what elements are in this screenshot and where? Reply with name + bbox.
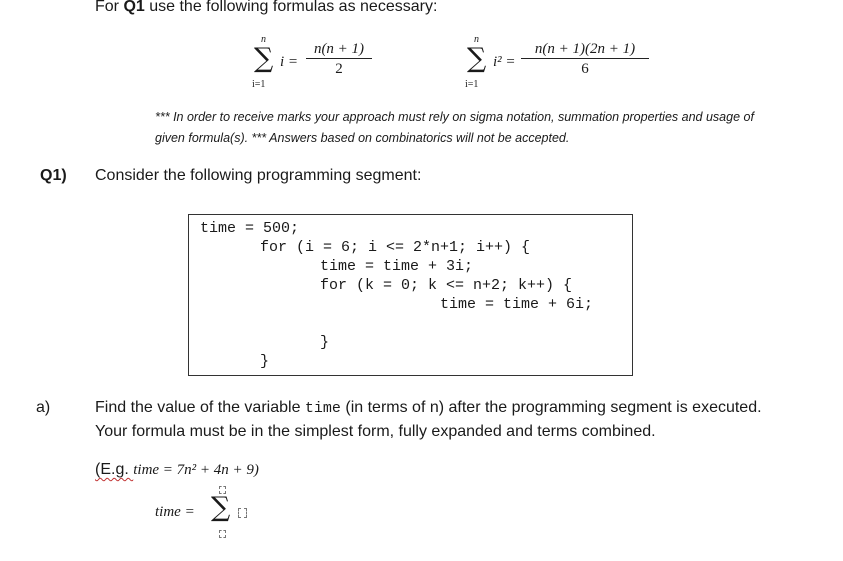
- answer-lhs: time =: [155, 504, 195, 520]
- sigma-symbol: ∑: [467, 43, 487, 74]
- sum-upper-limit: n: [474, 34, 479, 45]
- note-line-2: given formula(s). *** Answers based on combinatorics will not be accepted.: [155, 131, 570, 145]
- part-a-text-1: Find the value of the variable time (in terms of n) after the programming segment is executed.: [95, 399, 762, 417]
- part-a-text-2: Your formula must be in the simplest form, fully expanded and terms combined.: [95, 423, 656, 440]
- sum-term: i =: [280, 54, 299, 70]
- sum-lower-limit: i=1: [465, 79, 479, 90]
- code-line: time = 500;: [200, 220, 300, 237]
- example-formula: (E.g. time = 7n² + 4n + 9): [95, 461, 259, 478]
- part-label: a): [36, 399, 51, 416]
- denominator: 6: [521, 58, 649, 78]
- sum-term: i² =: [493, 54, 516, 70]
- question-label: Q1): [40, 167, 67, 184]
- sigma-symbol: ∑: [254, 43, 274, 74]
- note-line-1: *** In order to receive marks your approach must rely on sigma notation, summation properties and usage of: [155, 110, 754, 124]
- numerator: n(n + 1): [313, 41, 365, 57]
- instructions-heading: For Q1 use the following formulas as necessary:: [95, 0, 438, 15]
- code-line: for (i = 6; i <= 2*n+1; i++) {: [260, 239, 531, 256]
- code-line: time = time + 3i;: [320, 258, 474, 275]
- lower-limit-placeholder[interactable]: [219, 530, 226, 538]
- fraction: [306, 41, 372, 78]
- code-line: for (k = 0; k <= n+2; k++) {: [320, 277, 573, 294]
- code-line: }: [320, 334, 330, 351]
- summand-placeholder[interactable]: [238, 508, 247, 518]
- sum-lower-limit: i=1: [252, 79, 266, 90]
- denominator: 2: [306, 58, 372, 78]
- code-line: time = time + 6i;: [440, 296, 594, 313]
- sum-upper-limit: n: [261, 34, 266, 45]
- sigma-symbol: ∑: [211, 492, 231, 523]
- code-line: }: [260, 353, 270, 370]
- question-text: Consider the following programming segment:: [95, 167, 422, 184]
- code-segment: [188, 214, 633, 376]
- numerator: n(n + 1)(2n + 1): [534, 41, 636, 57]
- fraction: [521, 41, 649, 78]
